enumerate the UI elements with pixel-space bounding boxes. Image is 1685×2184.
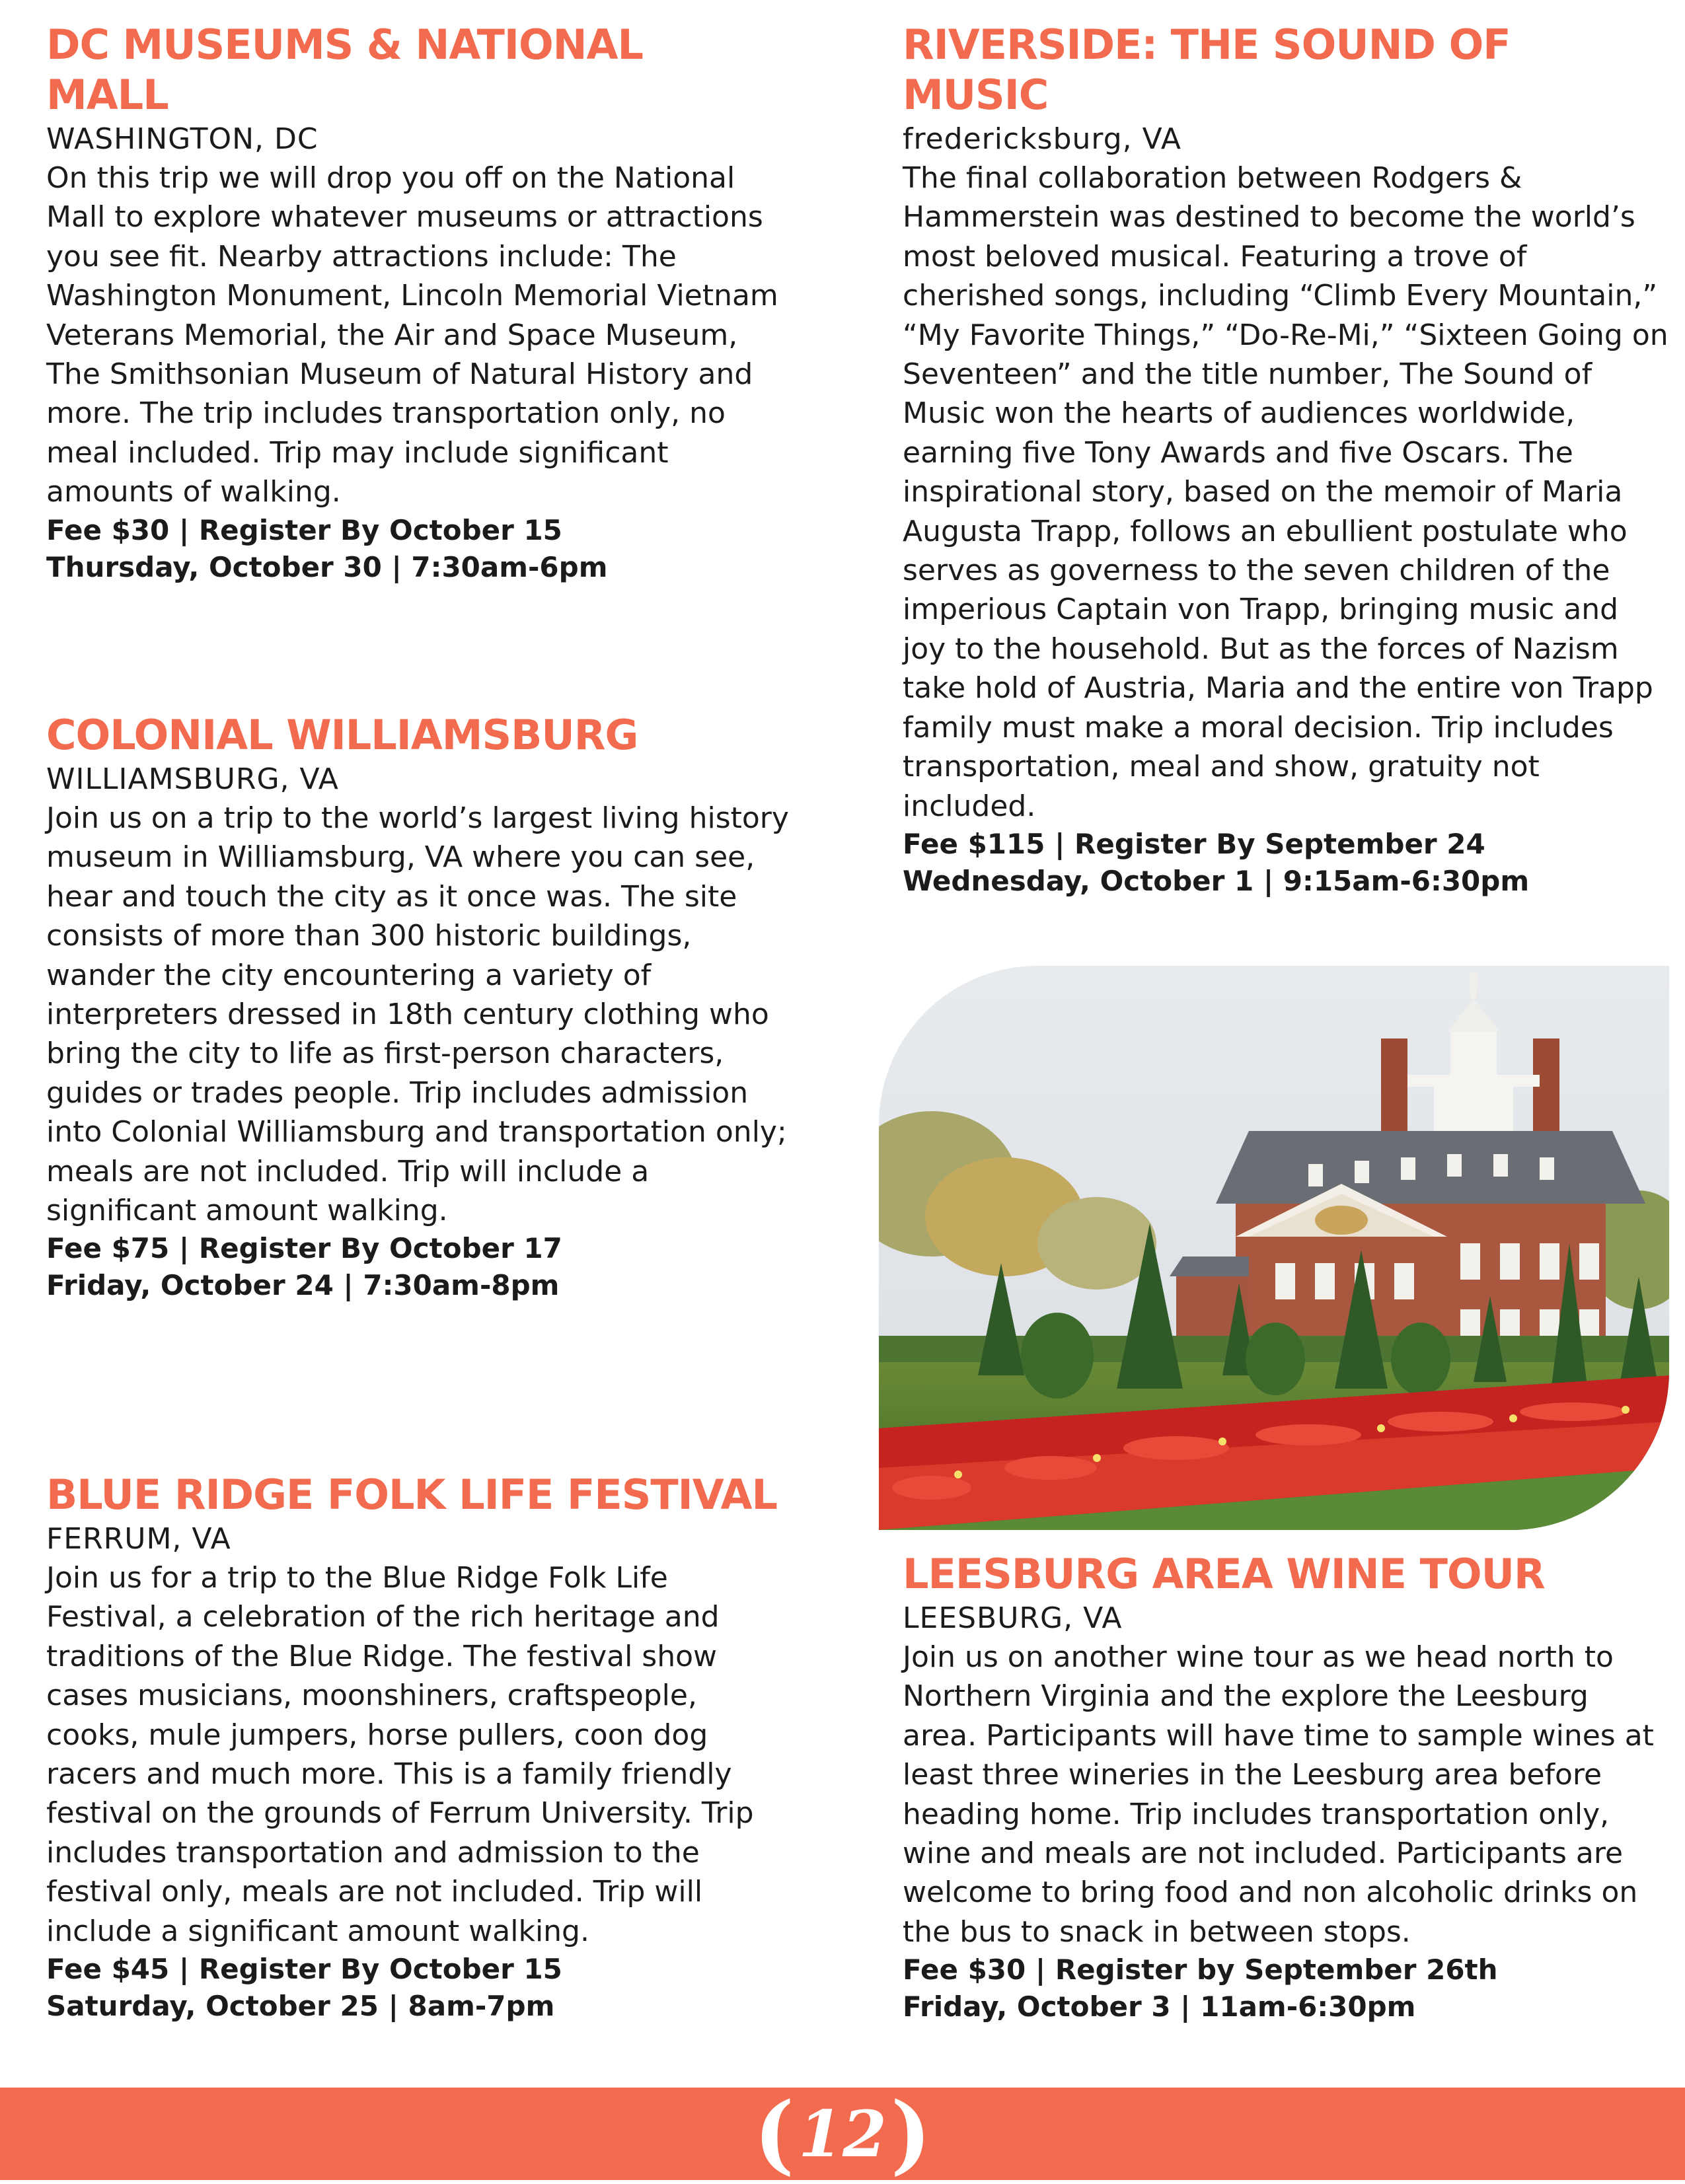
palace-garden-illustration: [879, 966, 1669, 1530]
event-location: WILLIAMSBURG, VA: [46, 762, 339, 796]
event-title: LEESBURG AREA WINE TOUR: [903, 1550, 1545, 1598]
event-leesburg-wine-tour: [903, 1549, 1669, 2025]
event-location: WASHINGTON, DC: [46, 122, 318, 156]
event-title: RIVERSIDE: THE SOUND OF MUSIC: [903, 20, 1511, 119]
page-number-badge: [753, 2083, 932, 2184]
event-description: Join us on a trip to the world’s largest living history museum in Williamsburg, VA where you can see, hear and touch the city as it once was. The site consists of more than 300 historic buildings, wander the city encountering a variety of interpreters dressed in 18th century clothing who bring the city to life as first-person characters, guides or trades people. Trip includes admission into Colonial Williamsburg and transportation only; meals are not included. Trip will include a significant amount walking.: [46, 801, 789, 1228]
event-blue-ridge-folk-life: [46, 1470, 793, 2025]
event-date: Saturday, October 25 | 8am-7pm: [46, 1990, 555, 2023]
event-fee: Fee $30 | Register by September 26th: [903, 1953, 1498, 1986]
page-footer-bar: [0, 2083, 1685, 2184]
event-fee: Fee $30 | Register By October 15: [46, 513, 562, 546]
event-title-line2: MALL: [46, 71, 168, 119]
event-colonial-williamsburg: [46, 710, 793, 1304]
event-description: On this trip we will drop you off on the National Mall to explore whatever museums or attractions you see fit. Nearby attractions include: The Washington Monument, Lincoln Memorial Vietnam Veterans Memorial, the Air and Space Museum, The Smithsonian Museum of Natural History and more. The trip includes transportation only, no meal included. Trip may include significant amounts of walking.: [46, 161, 778, 509]
event-fee: Fee $45 | Register By October 15: [46, 1953, 562, 1986]
event-dc-museums: [46, 20, 793, 586]
event-location: LEESBURG, VA: [903, 1601, 1123, 1635]
event-date: Thursday, October 30 | 7:30am-6pm: [46, 550, 608, 583]
event-description: Join us on another wine tour as we head north to Northern Virginia and the explore the Leesburg area. Participants will have time to sample wines at least three wineries in the Leesburg area before heading home. Trip includes transportation only, wine and meals are not included. Participants are welcome to bring food and non alcoholic drinks on the bus to snack in between stops.: [903, 1640, 1654, 1949]
event-title: [46, 20, 793, 120]
governors-palace-photo: [879, 966, 1669, 1530]
event-title-line1: DC MUSEUMS & NATIONAL: [46, 20, 644, 69]
right-paren-glyph: ): [890, 2083, 932, 2184]
event-riverside-sound-of-music: [903, 20, 1669, 900]
event-description: Join us for a trip to the Blue Ridge Folk Life Festival, a celebration of the rich heritage and traditions of the Blue Ridge. The festival show cases musicians, moonshiners, craftspeople, cooks, mule jumpers, horse pullers, coon dog racers and much more. This is a family friendly festival on the grounds of Ferrum University. Trip includes transportation and admission to the festival only, meals are not included. Trip will include a significant amount walking.: [46, 1561, 754, 1948]
page-number: 12: [798, 2096, 887, 2171]
event-title: BLUE RIDGE FOLK LIFE FESTIVAL: [46, 1471, 777, 1519]
left-paren-glyph: (: [753, 2083, 795, 2184]
event-fee: Fee $115 | Register By September 24: [903, 827, 1485, 860]
event-date: Wednesday, October 1 | 9:15am-6:30pm: [903, 864, 1530, 897]
event-location: FERRUM, VA: [46, 1522, 231, 1556]
event-date: Friday, October 24 | 7:30am-8pm: [46, 1269, 560, 1302]
event-fee: Fee $75 | Register By October 17: [46, 1232, 562, 1265]
event-title: COLONIAL WILLIAMSBURG: [46, 711, 638, 759]
event-location: fredericksburg, VA: [903, 122, 1182, 156]
event-description: The final collaboration between Rodgers & Hammerstein was destined to become the world’s most beloved musical. Featuring a trove of cherished songs, including “Climb Every Mountain,” “My Favorite Things,” “Do-Re-Mi,” “Sixteen Going on Seventeen” and the title number, The Sound of Music won the hearts of audiences worldwide, earning five Tony Awards and five Oscars. The inspirational story, based on the memoir of Maria Augusta Trapp, follows an ebullient postulate who serves as governess to the seven children of the imperious Captain von Trapp, bringing music and joy to the household. But as the forces of Nazism take hold of Austria, Maria and the entire von Trapp family must make a moral decision. Trip includes transportation, meal and show, gratuity not included.: [903, 161, 1668, 823]
event-date: Friday, October 3 | 11am-6:30pm: [903, 1990, 1416, 2023]
